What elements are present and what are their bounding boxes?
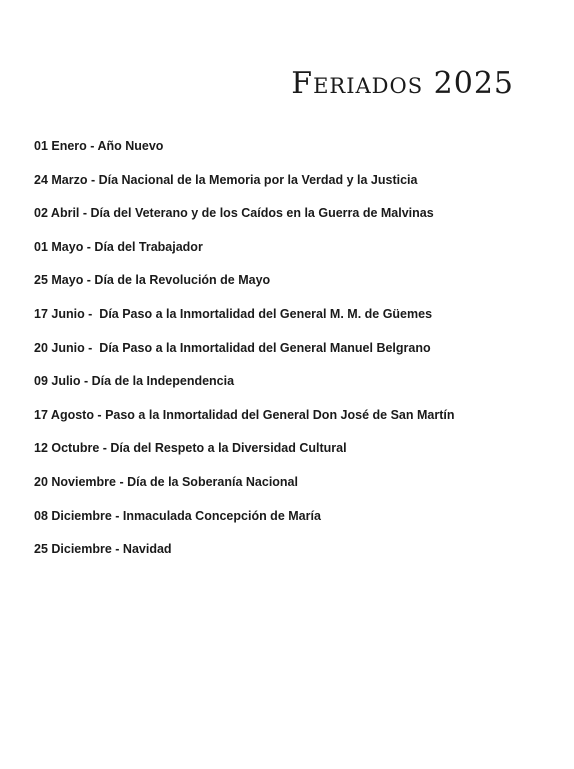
list-item-diciembre-25: 25 Diciembre - Navidad bbox=[34, 542, 172, 557]
list-item-marzo-24: 24 Marzo - Día Nacional de la Memoria por la Verdad y la Justicia bbox=[34, 172, 418, 187]
list-item-julio-09: 09 Julio - Día de la Independencia bbox=[34, 374, 235, 389]
list-item-noviembre-20: 20 Noviembre - Día de la Soberanía Nacional bbox=[34, 474, 298, 489]
list-item-mayo-01: 01 Mayo - Día del Trabajador bbox=[34, 239, 203, 254]
list-item-junio-20: 20 Junio - Día Paso a la Inmortalidad del General Manuel Belgrano bbox=[34, 340, 431, 355]
list-item-junio-17: 17 Junio - Día Paso a la Inmortalidad del General M. M. de Güemes bbox=[34, 306, 433, 321]
list-item-mayo-25: 25 Mayo - Día de la Revolución de Mayo bbox=[34, 273, 271, 288]
holiday-list bbox=[34, 137, 454, 574]
page-title: Feriados 2025 bbox=[291, 66, 514, 101]
list-item-diciembre-08: 08 Diciembre - Inmaculada Concepción de María bbox=[34, 508, 321, 523]
list-item-octubre-12: 12 Octubre - Día del Respeto a la Diversidad Cultural bbox=[34, 441, 347, 456]
list-item-abril-02: 02 Abril - Día del Veterano y de los Caídos en la Guerra de Malvinas bbox=[34, 206, 434, 221]
list-item-enero-01: 01 Enero - Año Nuevo bbox=[34, 139, 164, 153]
list-item-agosto-17: 17 Agosto - Paso a la Inmortalidad del General Don José de San Martín bbox=[34, 407, 455, 422]
